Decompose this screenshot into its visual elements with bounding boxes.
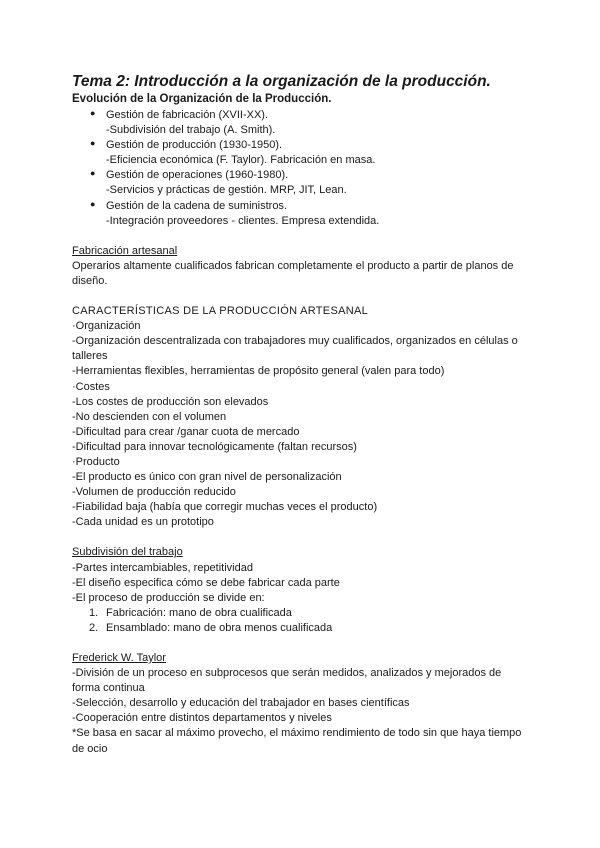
text-line: *Se basa en sacar al máximo provecho, el máximo rendimiento de todo sin que haya tiempo <box>72 727 522 740</box>
taylor-heading: Frederick W. Taylor <box>72 652 166 664</box>
text-line: -Dificultad para innovar tecnológicamente (faltan recursos) <box>72 440 357 453</box>
text-line: -Partes intercambiables, repetitividad <box>72 561 253 574</box>
document-page <box>72 72 532 757</box>
text-line: -Selección, desarrollo y educación del trabajador en bases científicas <box>72 697 410 710</box>
list-item: ● Gestión de producción (1930-1950). -Eficiencia económica (F. Taylor). Fabricación en masa. <box>90 138 376 167</box>
text-line: -Dificultad para crear /ganar cuota de mercado <box>72 425 300 438</box>
bullet-icon: ● <box>90 198 96 209</box>
list-item: ● Gestión de operaciones (1960-1980). -Servicios y prácticas de gestión. MRP, JIT, Lean. <box>90 168 347 197</box>
text-line: -El producto es único con gran nivel de personalización <box>72 471 342 484</box>
section-subtitle: Evolución de la Organización de la Producción. <box>72 93 332 105</box>
text-line: -El proceso de producción se divide en: <box>72 591 265 604</box>
text-line: ·Costes <box>72 380 110 393</box>
bullet-icon: ● <box>90 138 96 149</box>
caracteristicas-lines <box>72 319 532 530</box>
artesanal-text: Operarios altamente cualificados fabrican completamente el producto a partir de planos de <box>72 259 514 272</box>
text-line: -Volumen de producción reducido <box>72 486 236 499</box>
document-title: Tema 2: Introducción a la organización de la producción. <box>72 73 491 90</box>
text-line: -Herramientas flexibles, herramientas de propósito general (valen para todo) <box>72 365 445 378</box>
bullet-icon: ● <box>90 168 96 179</box>
text-line: -División de un proceso en subprocesos que serán medidos, analizados y mejorados de <box>72 667 502 680</box>
list-item: 1. Fabricación: mano de obra cualificada <box>89 606 292 619</box>
artesanal-heading: Fabricación artesanal <box>72 244 178 257</box>
subdivision-steps <box>72 606 532 636</box>
text-line: -No descienden con el volumen <box>72 410 227 423</box>
text-line: -Cada unidad es un prototipo <box>72 516 214 529</box>
list-item: ● Gestión de fabricación (XVII-XX). -Subdivisión del trabajo (A. Smith). <box>90 108 276 137</box>
text-line: -Organización descentralizada con trabajadores muy cualificados, organizados en células o <box>72 335 518 348</box>
artesanal-text: diseño. <box>72 274 108 287</box>
evolution-list <box>72 108 532 229</box>
bullet-icon: ● <box>90 108 96 118</box>
subdivision-heading: Subdivisión del trabajo <box>72 546 183 559</box>
text-line: de ocio <box>72 742 108 755</box>
text-line: talleres <box>72 350 108 363</box>
caracteristicas-heading: CARACTERÍSTICAS DE LA PRODUCCIÓN ARTESANAL <box>72 305 369 318</box>
text-line: ·Organización <box>72 320 141 333</box>
text-line: ·Producto <box>72 455 120 468</box>
text-line: -Fiabilidad baja (había que corregir muchas veces el producto) <box>72 501 378 514</box>
text-line: -Los costes de producción son elevados <box>72 395 269 408</box>
list-item: ● Gestión de la cadena de suministros. -Integración proveedores - clientes. Empresa extendida. <box>90 198 380 227</box>
text-line: forma continua <box>72 682 145 695</box>
list-item: 2. Ensamblado: mano de obra menos cualificada <box>89 621 333 634</box>
text-line: -Cooperación entre distintos departamentos y niveles <box>72 712 332 725</box>
text-line: -El diseño especifica cómo se debe fabricar cada parte <box>72 576 340 589</box>
